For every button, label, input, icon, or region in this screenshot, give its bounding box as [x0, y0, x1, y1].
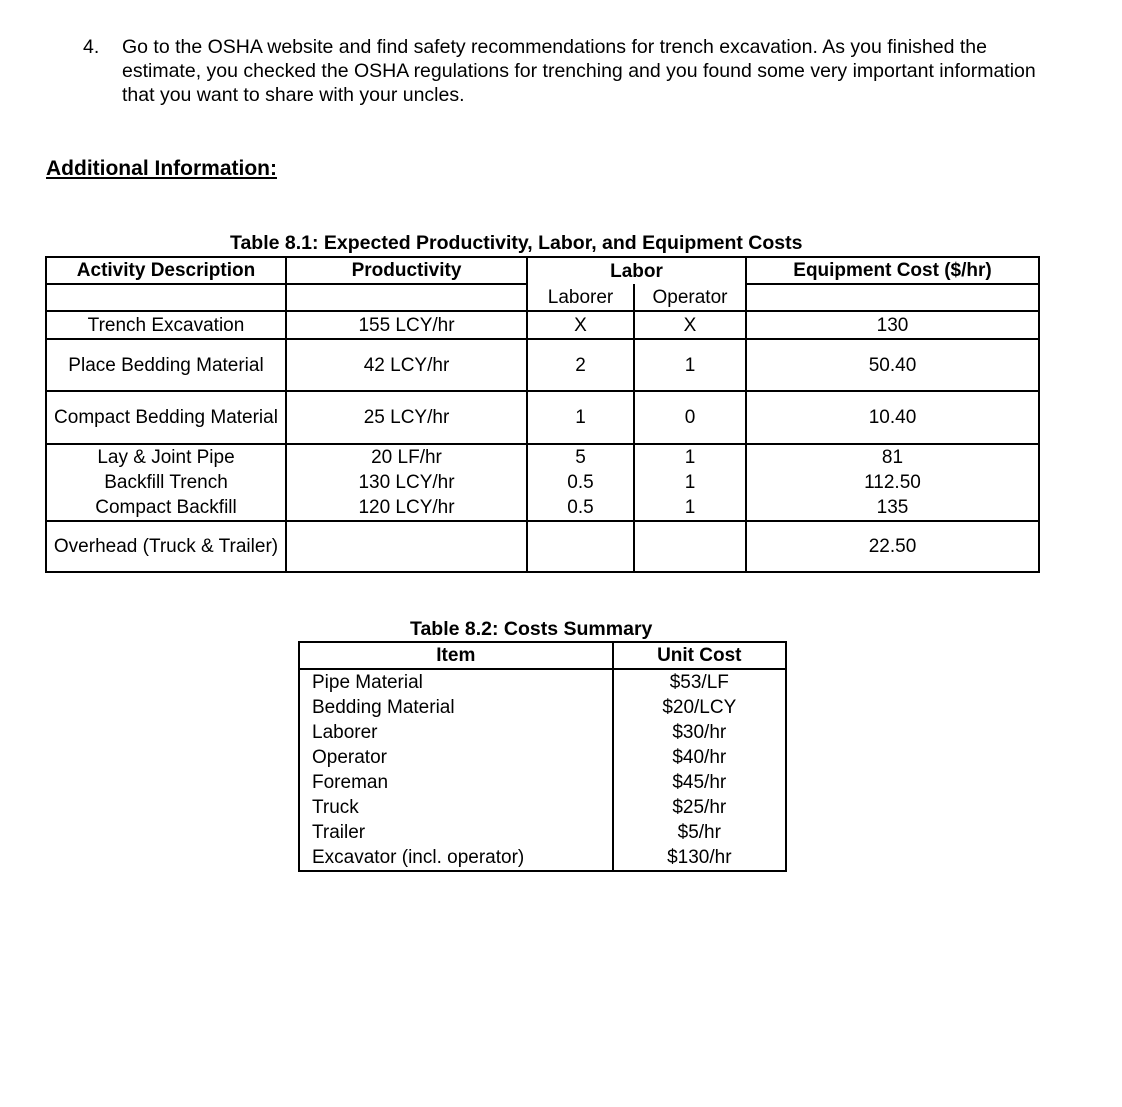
- laborer-cell: 5: [527, 444, 634, 470]
- unit-cost-cell: $130/hr: [613, 845, 786, 871]
- table-row: [299, 669, 786, 695]
- table-row: [46, 444, 1039, 470]
- header-laborer: Laborer: [527, 284, 634, 311]
- header-labor: Labor: [527, 257, 746, 284]
- table-row: [299, 745, 786, 770]
- productivity-cell: 120 LCY/hr: [286, 495, 527, 521]
- table-8-2-caption: Table 8.2: Costs Summary: [410, 618, 653, 640]
- unit-cost-cell: $20/LCY: [613, 695, 786, 720]
- productivity-cell: 25 LCY/hr: [286, 391, 527, 444]
- item-cell: Bedding Material: [299, 695, 613, 720]
- item-cell: Foreman: [299, 770, 613, 795]
- equipment-cell: 130: [746, 311, 1039, 339]
- subheader-blank-2: [286, 284, 527, 311]
- table-row: [299, 820, 786, 845]
- unit-cost-cell: $25/hr: [613, 795, 786, 820]
- unit-cost-cell: $40/hr: [613, 745, 786, 770]
- operator-cell: 0: [634, 391, 746, 444]
- activity-cell: Overhead (Truck & Trailer): [46, 521, 286, 572]
- laborer-cell: 0.5: [527, 470, 634, 495]
- item-cell: Pipe Material: [299, 669, 613, 695]
- operator-cell: 1: [634, 495, 746, 521]
- activity-cell: Compact Backfill: [46, 495, 286, 521]
- activity-cell: Backfill Trench: [46, 470, 286, 495]
- table-row: [299, 695, 786, 720]
- table-row: [299, 720, 786, 745]
- activity-cell: Compact Bedding Material: [46, 391, 286, 444]
- operator-cell: 1: [634, 339, 746, 391]
- header-operator: Operator: [634, 284, 746, 311]
- additional-info-heading: Additional Information:: [46, 157, 277, 180]
- laborer-cell: 2: [527, 339, 634, 391]
- header-productivity: Productivity: [286, 257, 527, 284]
- item-cell: Truck: [299, 795, 613, 820]
- operator-cell: [634, 521, 746, 572]
- table-row: [299, 795, 786, 820]
- productivity-table: [45, 256, 1040, 573]
- item-cell: Operator: [299, 745, 613, 770]
- activity-cell: Place Bedding Material: [46, 339, 286, 391]
- question-4: [83, 35, 1053, 107]
- table-row: [299, 845, 786, 871]
- productivity-cell: 20 LF/hr: [286, 444, 527, 470]
- laborer-cell: [527, 521, 634, 572]
- table-row: [46, 339, 1039, 391]
- item-cell: Excavator (incl. operator): [299, 845, 613, 871]
- unit-cost-cell: $5/hr: [613, 820, 786, 845]
- table-row: [46, 470, 1039, 495]
- unit-cost-cell: $53/LF: [613, 669, 786, 695]
- header-item: Item: [299, 642, 613, 669]
- laborer-cell: 0.5: [527, 495, 634, 521]
- equipment-cell: 112.50: [746, 470, 1039, 495]
- equipment-cell: 10.40: [746, 391, 1039, 444]
- productivity-cell: 130 LCY/hr: [286, 470, 527, 495]
- equipment-cell: 22.50: [746, 521, 1039, 572]
- equipment-cell: 81: [746, 444, 1039, 470]
- activity-cell: Lay & Joint Pipe: [46, 444, 286, 470]
- header-equipment: Equipment Cost ($/hr): [746, 257, 1039, 284]
- header-unit-cost: Unit Cost: [613, 642, 786, 669]
- operator-cell: 1: [634, 444, 746, 470]
- unit-cost-cell: $30/hr: [613, 720, 786, 745]
- item-cell: Laborer: [299, 720, 613, 745]
- table-8-1-caption: Table 8.1: Expected Productivity, Labor, and Equipment Costs: [230, 232, 803, 254]
- productivity-cell: 155 LCY/hr: [286, 311, 527, 339]
- laborer-cell: X: [527, 311, 634, 339]
- laborer-cell: 1: [527, 391, 634, 444]
- table-row: [46, 521, 1039, 572]
- question-text: Go to the OSHA website and find safety recommendations for trench excavation. As you finished the estimate, you checked the OSHA regulations for trenching and you found some very important information that you want to share with your uncles.: [122, 36, 1036, 106]
- subheader-blank-3: [746, 284, 1039, 311]
- equipment-cell: 135: [746, 495, 1039, 521]
- productivity-cell: [286, 521, 527, 572]
- equipment-cell: 50.40: [746, 339, 1039, 391]
- operator-cell: 1: [634, 470, 746, 495]
- item-cell: Trailer: [299, 820, 613, 845]
- unit-cost-cell: $45/hr: [613, 770, 786, 795]
- header-activity: Activity Description: [46, 257, 286, 284]
- table-row: [299, 770, 786, 795]
- productivity-cell: 42 LCY/hr: [286, 339, 527, 391]
- table-row: [46, 311, 1039, 339]
- question-number: 4.: [83, 36, 100, 58]
- table-row: [46, 391, 1039, 444]
- costs-summary-table: [298, 641, 787, 872]
- table-row: [46, 495, 1039, 521]
- operator-cell: X: [634, 311, 746, 339]
- activity-cell: Trench Excavation: [46, 311, 286, 339]
- subheader-blank-1: [46, 284, 286, 311]
